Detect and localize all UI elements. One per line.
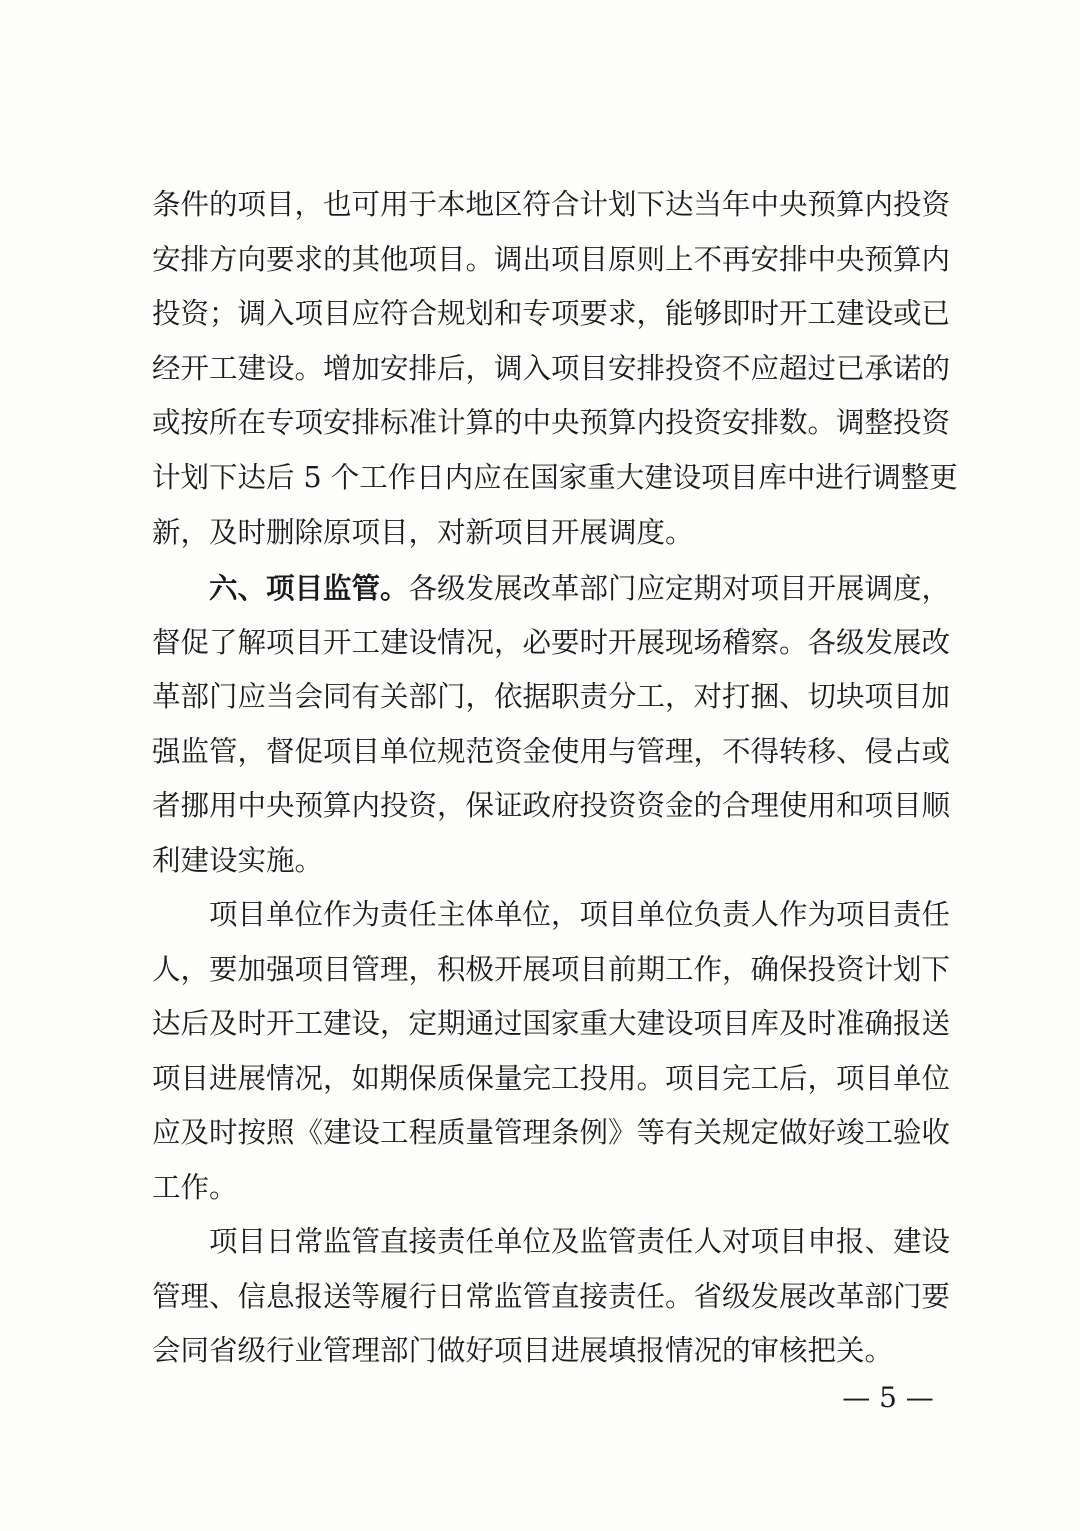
text-line: 强监管，督促项目单位规范资金使用与管理，不得转移、侵占或: [152, 734, 951, 768]
text-line: 管理、信息报送等履行日常监管直接责任。省级发展改革部门要: [152, 1279, 951, 1313]
page-number: — 5 —: [842, 1381, 934, 1414]
text-line: 达后及时开工建设，定期通过国家重大建设项目库及时准确报送: [152, 1007, 951, 1041]
text-line: 应及时按照《建设工程质量管理条例》等有关规定做好竣工验收: [152, 1116, 951, 1150]
text-line: 投资；调入项目应符合规划和专项要求，能够即时开工建设或已: [152, 297, 951, 331]
text-line: 利建设实施。: [152, 843, 324, 877]
text-line: 项目进展情况，如期保质保量完工投用。项目完工后，项目单位: [152, 1061, 951, 1095]
section-first-line-text: 各级发展改革部门应定期对项目开展调度，: [408, 572, 951, 605]
text-line: 条件的项目，也可用于本地区符合计划下达当年中央预算内投资: [152, 188, 951, 221]
text-line: 计划下达后 5 个工作日内应在国家重大建设项目库中进行调整更: [152, 460, 958, 494]
text-line: 或按所在专项安排标准计算的中央预算内投资安排数。调整投资: [152, 406, 951, 440]
text-line: 项目单位作为责任主体单位，项目单位负责人作为项目责任: [209, 898, 951, 931]
text-line: 者挪用中央预算内投资，保证政府投资资金的合理使用和项目顺: [152, 789, 951, 823]
paragraph-4: [152, 1215, 951, 1379]
text-line: 安排方向要求的其他项目。调出项目原则上不再安排中央预算内: [152, 242, 951, 276]
text-line: 新，及时删除原项目，对新项目开展调度。: [152, 515, 694, 549]
text-line: 工作。: [152, 1170, 238, 1204]
paragraph-1: [152, 178, 958, 560]
text-line: 人，要加强项目管理，积极开展项目前期工作，确保投资计划下: [152, 952, 951, 986]
section-first-line: [152, 561, 951, 616]
paragraph-2-section-six: [152, 561, 951, 889]
text-line: 革部门应当会同有关部门，依据职责分工，对打捆、切块项目加: [152, 680, 951, 714]
text-line: 项目日常监管直接责任单位及监管责任人对项目申报、建设: [209, 1225, 951, 1258]
text-line: 会同省级行业管理部门做好项目进展填报情况的审核把关。: [152, 1334, 894, 1368]
paragraph-3: [152, 888, 951, 1216]
text-line: 经开工建设。增加安排后，调入项目安排投资不应超过已承诺的: [152, 351, 951, 385]
section-heading: 六、项目监管。: [209, 571, 409, 605]
text-line: 督促了解项目开工建设情况，必要时开展现场稽察。各级发展改: [152, 625, 951, 659]
